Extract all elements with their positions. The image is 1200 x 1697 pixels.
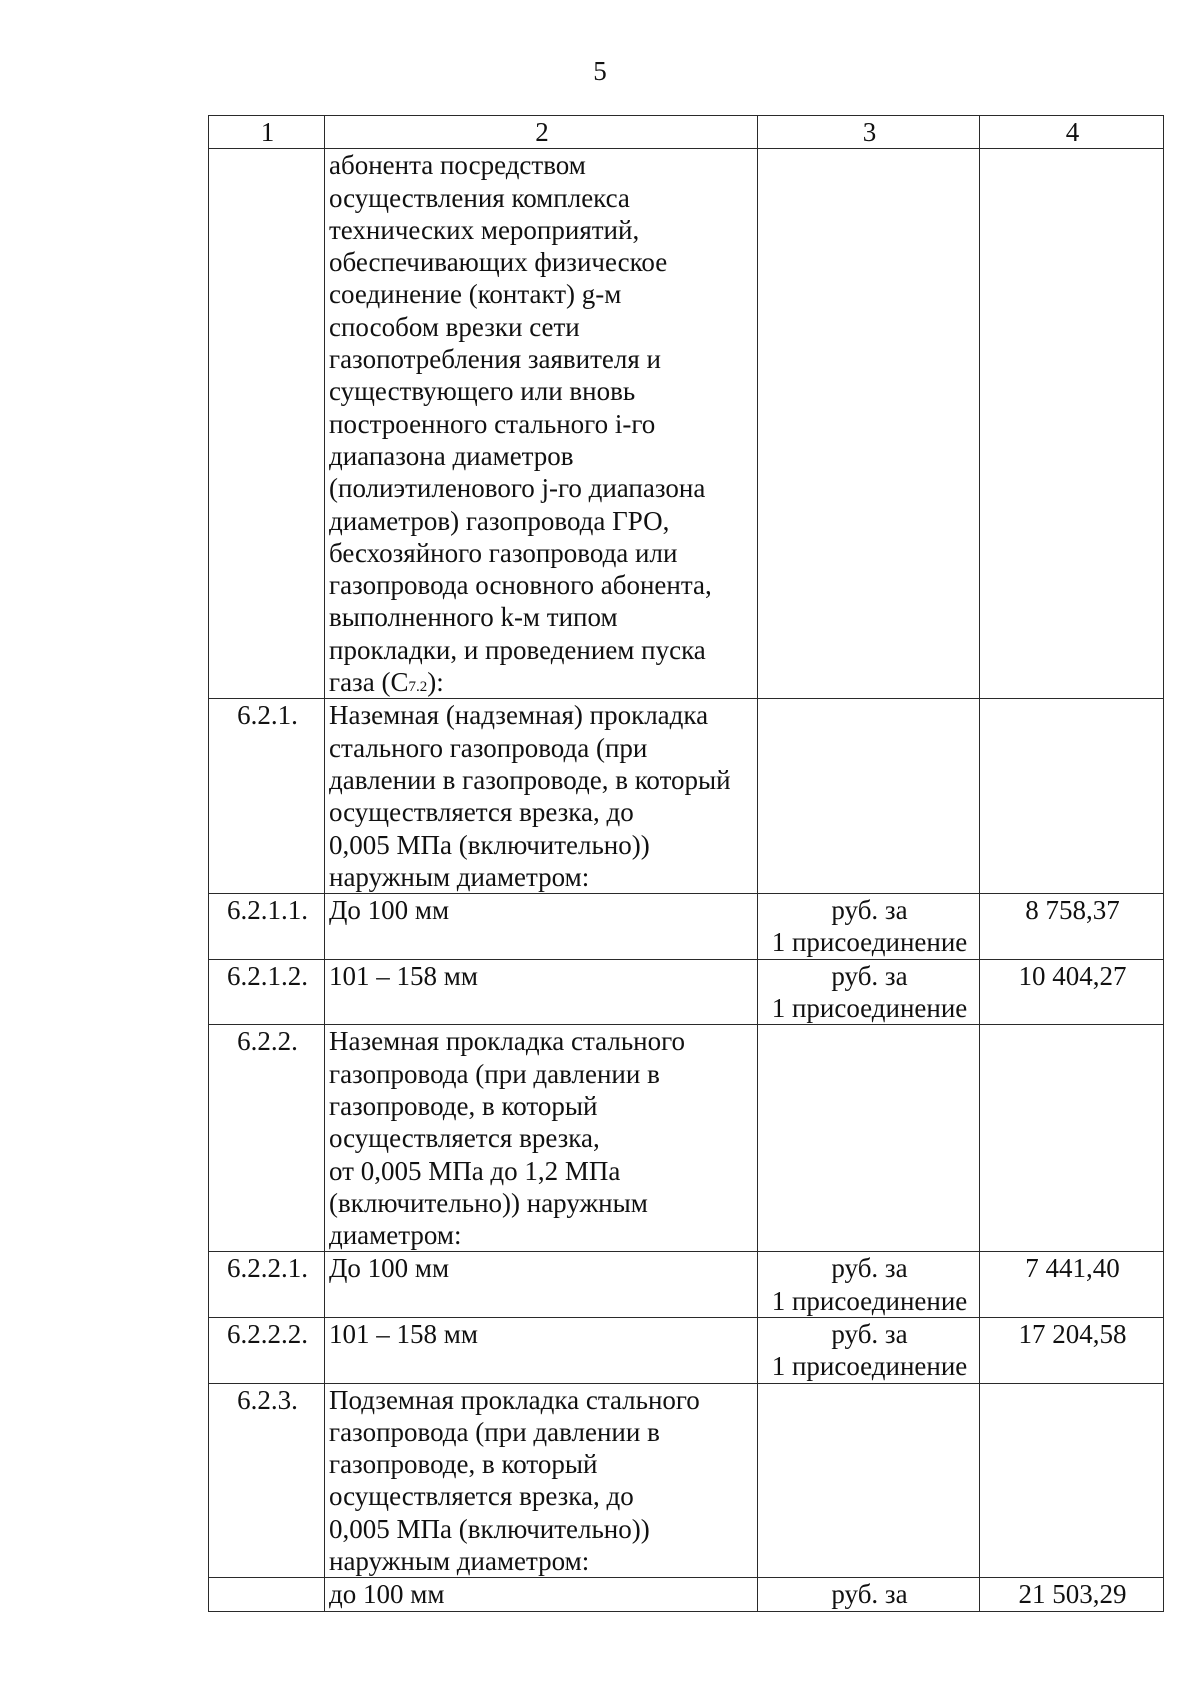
desc-text: ): — [427, 667, 444, 698]
table-row-continuation — [209, 149, 1164, 699]
table-row — [209, 1578, 1164, 1611]
desc-line: технических мероприятий, — [329, 214, 640, 245]
desc-line: Подземная прокладка стального — [329, 1384, 700, 1415]
table-row — [209, 1383, 1164, 1578]
row-description — [325, 699, 758, 894]
row-unit — [758, 1025, 980, 1252]
row-value: 17 204,58 — [980, 1317, 1164, 1383]
desc-line: соединение (контакт) g-м — [329, 279, 622, 310]
row-number: 6.2.3. — [209, 1383, 325, 1578]
desc-line: Наземная прокладка стального — [329, 1026, 685, 1057]
desc-line: осуществляется врезка, — [329, 1123, 600, 1154]
row-description: 101 – 158 мм — [325, 1317, 758, 1383]
desc-line: обеспечивающих физическое — [329, 247, 668, 278]
header-col-4: 4 — [980, 116, 1164, 149]
table-row — [209, 1025, 1164, 1252]
row-value — [980, 1025, 1164, 1252]
unit-line: руб. за — [831, 895, 908, 926]
row-number: 6.2.2.1. — [209, 1252, 325, 1318]
desc-line: построенного стального i-го — [329, 408, 656, 439]
row-value — [980, 1383, 1164, 1578]
row-value: 21 503,29 — [980, 1578, 1164, 1611]
unit-line: 1 присоединение — [771, 993, 968, 1024]
desc-line: осуществления комплекса — [329, 182, 630, 213]
desc-line: газопроводе, в который — [329, 1449, 598, 1480]
desc-line — [329, 666, 755, 698]
row-description: До 100 мм — [325, 894, 758, 960]
unit-line: руб. за — [831, 1318, 908, 1349]
row-value — [980, 699, 1164, 894]
unit-line: руб. за — [831, 960, 908, 991]
desc-line: газопровода (при давлении в — [329, 1416, 660, 1447]
table-row — [209, 699, 1164, 894]
table-header-row — [209, 116, 1164, 149]
header-col-3: 3 — [758, 116, 980, 149]
row-number: 6.2.2. — [209, 1025, 325, 1252]
desc-line: осуществляется врезка, до — [329, 1481, 634, 1512]
row-number — [209, 1578, 325, 1611]
row-value — [980, 149, 1164, 699]
table-row — [209, 1252, 1164, 1318]
unit-line: 1 присоединение — [771, 1285, 968, 1316]
header-col-2: 2 — [325, 116, 758, 149]
desc-line: газопровода основного абонента, — [329, 570, 712, 601]
row-number: 6.2.1.2. — [209, 959, 325, 1025]
table-row — [209, 959, 1164, 1025]
header-col-1: 1 — [209, 116, 325, 149]
unit-line: 1 присоединение — [771, 1351, 968, 1382]
row-unit — [758, 699, 980, 894]
row-number: 6.2.1. — [209, 699, 325, 894]
desc-line: выполненного k-м типом — [329, 602, 618, 633]
desc-line: (включительно)) наружным — [329, 1187, 648, 1218]
row-unit: руб. за — [758, 1578, 980, 1611]
desc-line: (полиэтиленового j-го диапазона — [329, 473, 706, 504]
row-value: 8 758,37 — [980, 894, 1164, 960]
desc-line: 0,005 МПа (включительно)) — [329, 829, 650, 860]
desc-line: 0,005 МПа (включительно)) — [329, 1513, 650, 1544]
row-unit — [758, 894, 980, 960]
subscript: 7.2 — [408, 679, 428, 696]
desc-line: наружным диаметром: — [329, 1546, 590, 1577]
table-row — [209, 1317, 1164, 1383]
desc-line: абонента посредством — [329, 150, 586, 181]
desc-line: диаметров) газопровода ГРО, — [329, 505, 670, 536]
row-unit — [758, 959, 980, 1025]
page-number: 5 — [593, 56, 607, 86]
desc-line: прокладки, и проведением пуска — [329, 634, 706, 665]
desc-line: диапазона диаметров — [329, 440, 574, 471]
desc-text: газа (С — [329, 667, 409, 698]
row-number: 6.2.1.1. — [209, 894, 325, 960]
row-description: До 100 мм — [325, 1252, 758, 1318]
tariff-table — [208, 115, 1164, 1612]
row-description — [325, 1383, 758, 1578]
row-value: 10 404,27 — [980, 959, 1164, 1025]
row-number — [209, 149, 325, 699]
desc-line: бесхозяйного газопровода или — [329, 537, 678, 568]
row-description: до 100 мм — [325, 1578, 758, 1611]
desc-line: способом врезки сети — [329, 311, 580, 342]
row-unit — [758, 1252, 980, 1318]
row-unit — [758, 1317, 980, 1383]
desc-line: диаметром: — [329, 1220, 462, 1251]
desc-line: давлении в газопроводе, в который — [329, 764, 731, 795]
row-unit — [758, 149, 980, 699]
desc-line: газопотребления заявителя и — [329, 344, 662, 375]
desc-line: наружным диаметром: — [329, 861, 590, 892]
desc-line: Наземная (надземная) прокладка — [329, 700, 709, 731]
row-unit — [758, 1383, 980, 1578]
unit-line: руб. за — [831, 1253, 908, 1284]
desc-line: существующего или вновь — [329, 376, 636, 407]
desc-line: газопроводе, в который — [329, 1090, 598, 1121]
table-row — [209, 894, 1164, 960]
row-value: 7 441,40 — [980, 1252, 1164, 1318]
row-description: 101 – 158 мм — [325, 959, 758, 1025]
row-description — [325, 1025, 758, 1252]
row-description — [325, 149, 758, 699]
desc-line: газопровода (при давлении в — [329, 1058, 660, 1089]
desc-line: стального газопровода (при — [329, 732, 648, 763]
desc-line: осуществляется врезка, до — [329, 797, 634, 828]
unit-line: 1 присоединение — [771, 927, 968, 958]
desc-line: от 0,005 МПа до 1,2 МПа — [329, 1155, 621, 1186]
row-number: 6.2.2.2. — [209, 1317, 325, 1383]
